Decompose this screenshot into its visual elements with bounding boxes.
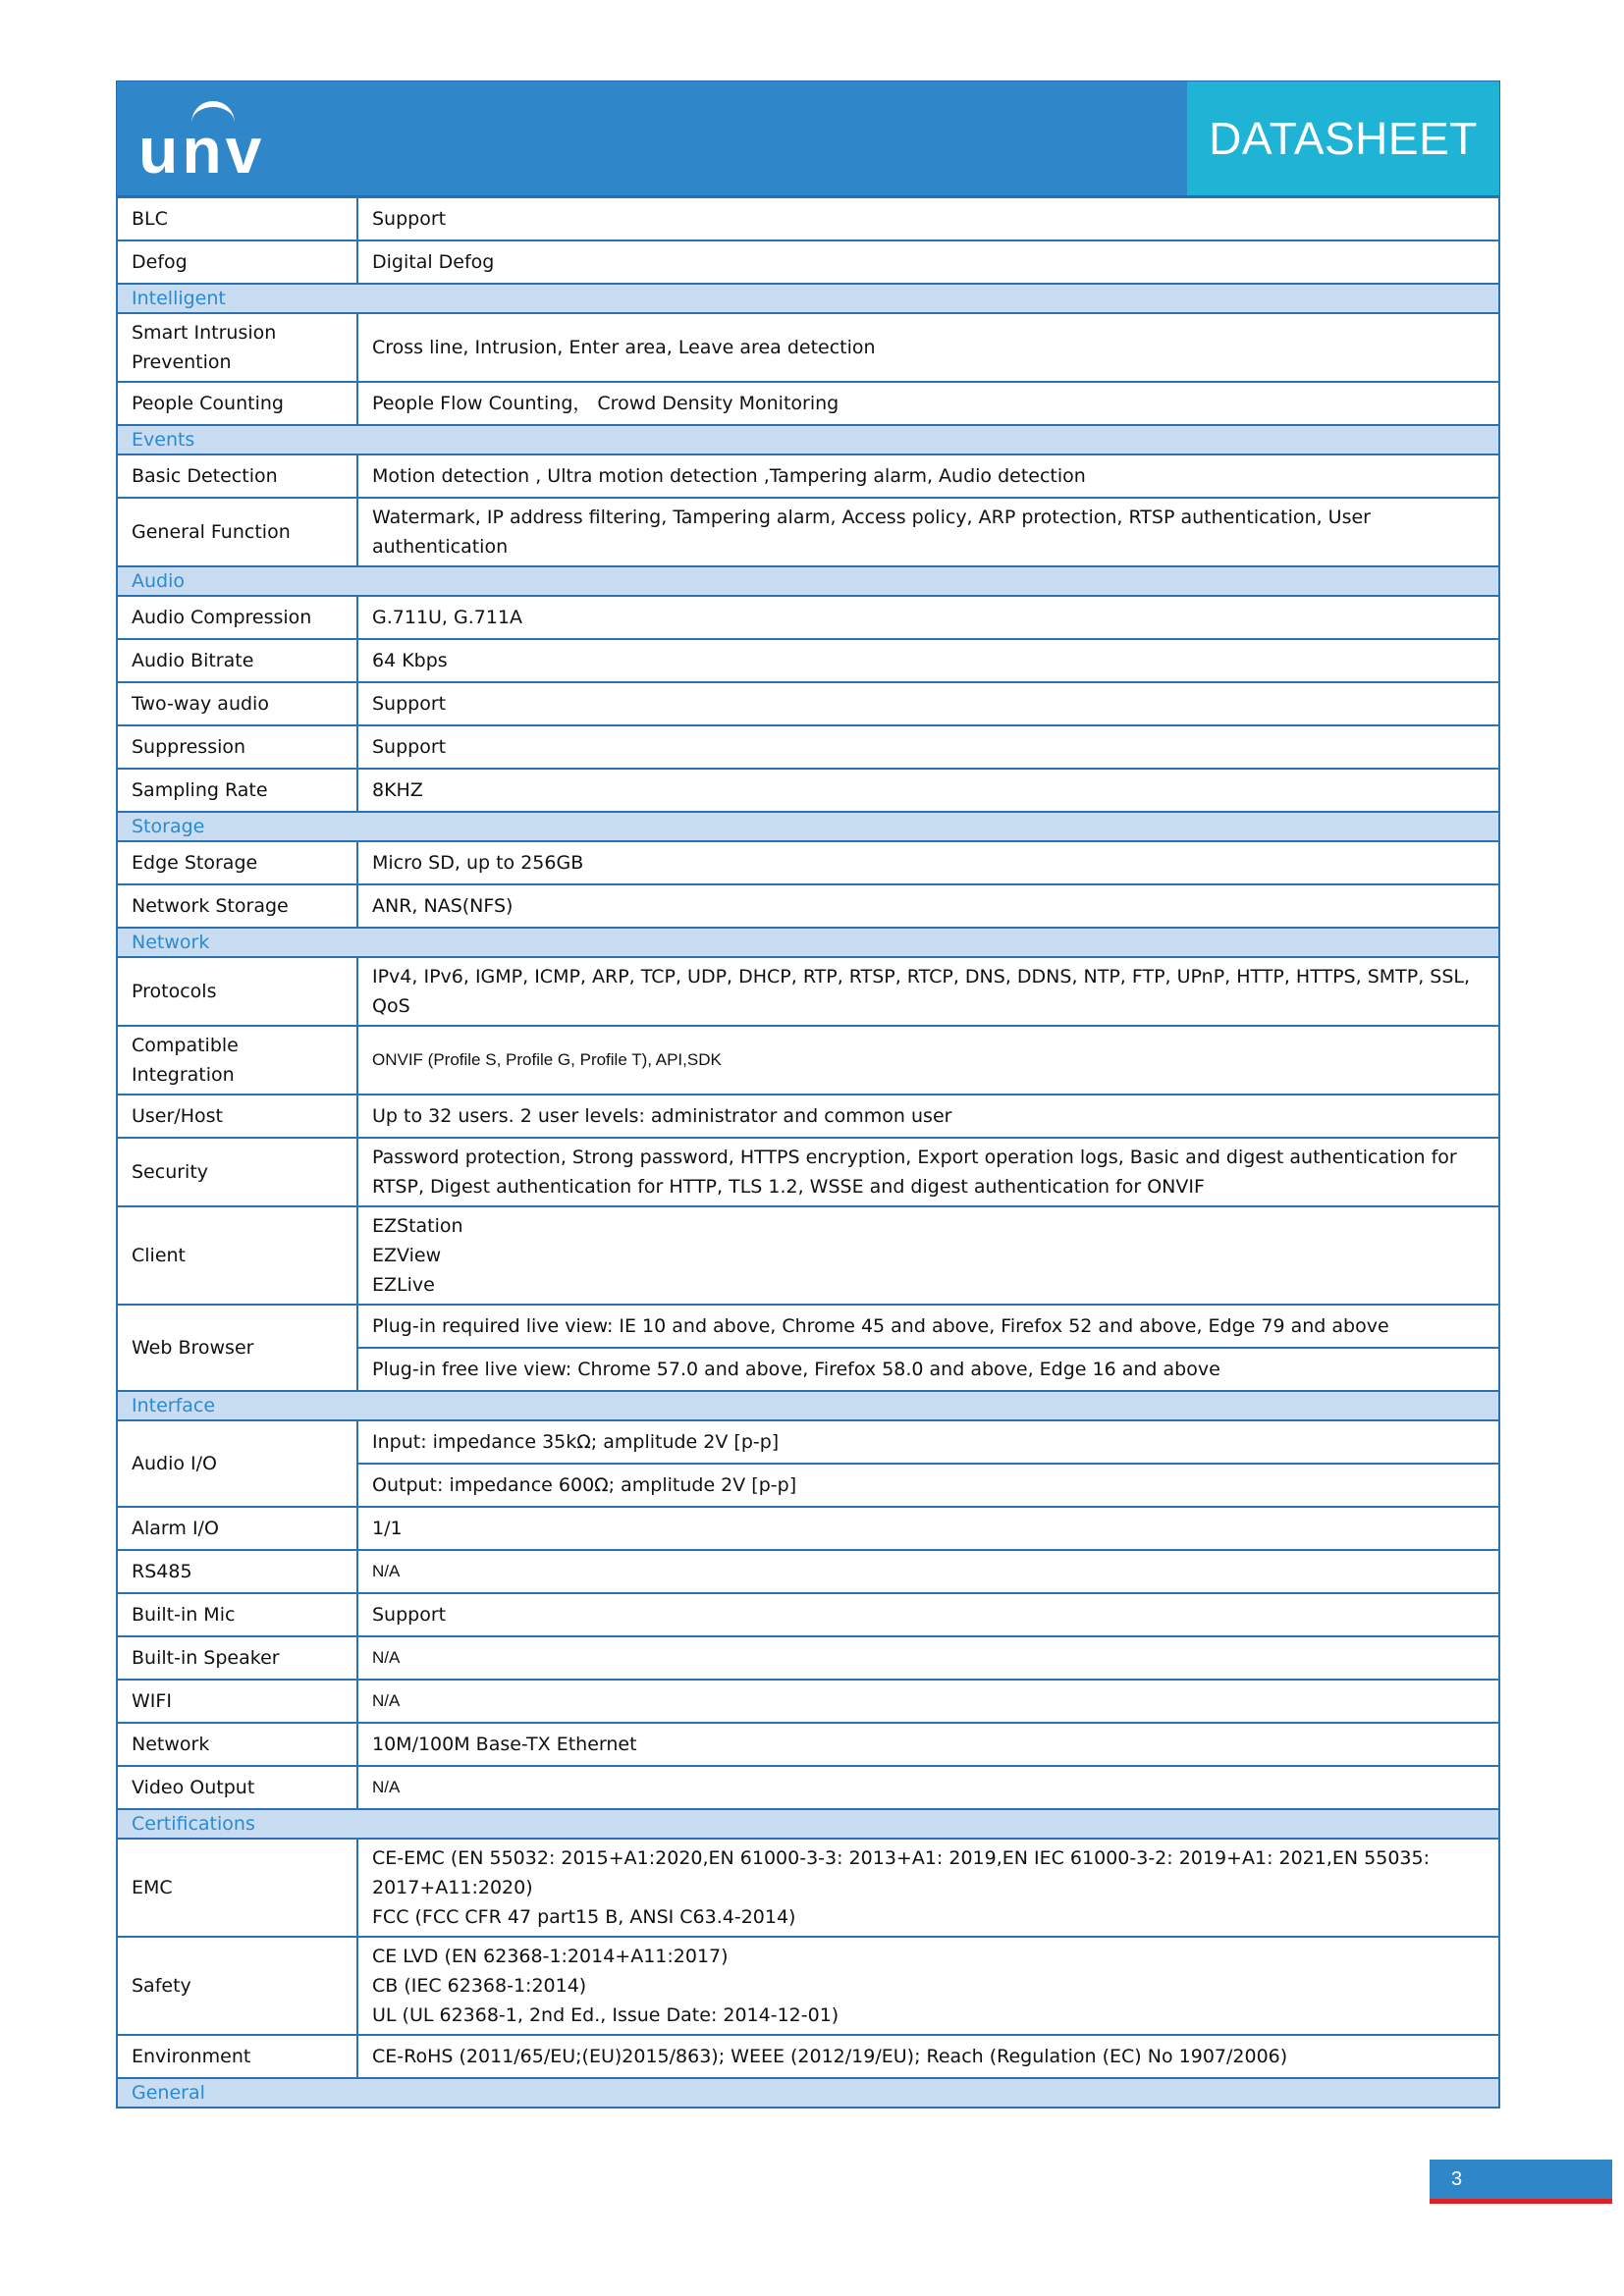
spec-value-line: CE LVD (EN 62368-1:2014+A11:2017) — [372, 1946, 729, 1967]
spec-row — [117, 1766, 1499, 1809]
spec-row — [117, 1839, 1499, 1937]
section-title: Storage — [117, 812, 1499, 841]
spec-label: Defog — [117, 240, 357, 284]
spec-label: Smart Intrusion Prevention — [117, 313, 357, 382]
spec-value: Support — [357, 682, 1499, 725]
spec-value: 1/1 — [357, 1507, 1499, 1550]
spec-row — [117, 1507, 1499, 1550]
spec-value-line: EZStation — [372, 1215, 463, 1237]
section-title: Audio — [117, 566, 1499, 596]
section-title: Network — [117, 928, 1499, 957]
spec-row — [117, 1593, 1499, 1636]
spec-label: BLC — [117, 197, 357, 240]
spec-value: N/A — [357, 1550, 1499, 1593]
spec-label: Network Storage — [117, 884, 357, 928]
section-title: Events — [117, 425, 1499, 454]
spec-value: CE-RoHS (2011/65/EU;(EU)2015/863); WEEE (2012/19/EU); Reach (Regulation (EC) No 1907/2006) — [357, 2035, 1499, 2078]
spec-row — [117, 884, 1499, 928]
section-header — [117, 812, 1499, 841]
spec-label: EMC — [117, 1839, 357, 1937]
spec-label: Audio Bitrate — [117, 639, 357, 682]
spec-label: Protocols — [117, 957, 357, 1026]
spec-row — [117, 197, 1499, 240]
spec-value: Cross line, Intrusion, Enter area, Leave area detection — [357, 313, 1499, 382]
spec-value: Output: impedance 600Ω; amplitude 2V [p-p] — [357, 1464, 1499, 1507]
spec-value: Support — [357, 1593, 1499, 1636]
spec-value: 64 Kbps — [357, 639, 1499, 682]
spec-label: Built-in Mic — [117, 1593, 357, 1636]
spec-label: Built-in Speaker — [117, 1636, 357, 1680]
spec-row — [117, 240, 1499, 284]
spec-value: Password protection, Strong password, HTTPS encryption, Export operation logs, Basic and digest authentication for RTSP, Digest authentication for HTTP, TLS 1.2, WSSE and digest authentication for ONVIF — [357, 1138, 1499, 1206]
spec-label: Edge Storage — [117, 841, 357, 884]
datasheet-title: DATASHEET — [1187, 81, 1499, 195]
section-title: Interface — [117, 1391, 1499, 1420]
spec-row — [117, 1206, 1499, 1305]
datasheet-header — [116, 80, 1500, 196]
section-header — [117, 284, 1499, 313]
spec-row — [117, 1420, 1499, 1464]
spec-row — [117, 639, 1499, 682]
spec-row — [117, 1723, 1499, 1766]
spec-row — [117, 1937, 1499, 2035]
spec-label: User/Host — [117, 1095, 357, 1138]
spec-value-line: UL (UL 62368-1, 2nd Ed., Issue Date: 2014-12-01) — [372, 2004, 839, 2026]
spec-label: Network — [117, 1723, 357, 1766]
spec-label: Audio Compression — [117, 596, 357, 639]
spec-row — [117, 1680, 1499, 1723]
spec-value — [357, 1937, 1499, 2035]
section-header — [117, 2078, 1499, 2108]
spec-label: General Function — [117, 498, 357, 566]
spec-value — [357, 1839, 1499, 1937]
section-title: General — [117, 2078, 1499, 2108]
page-number-underline — [1430, 2199, 1612, 2204]
spec-value: N/A — [357, 1766, 1499, 1809]
spec-row — [117, 682, 1499, 725]
spec-label: People Counting — [117, 382, 357, 425]
spec-label: Environment — [117, 2035, 357, 2078]
spec-value — [357, 1206, 1499, 1305]
spec-row — [117, 1305, 1499, 1348]
section-header — [117, 928, 1499, 957]
spec-value: N/A — [357, 1680, 1499, 1723]
spec-label: RS485 — [117, 1550, 357, 1593]
spec-value: Support — [357, 725, 1499, 769]
spec-value: Up to 32 users. 2 user levels: administrator and common user — [357, 1095, 1499, 1138]
spec-label: Security — [117, 1138, 357, 1206]
spec-value: Watermark, IP address filtering, Tampering alarm, Access policy, ARP protection, RTSP authentication, User authentication — [357, 498, 1499, 566]
spec-row — [117, 957, 1499, 1026]
spec-value: N/A — [357, 1636, 1499, 1680]
spec-row — [117, 1026, 1499, 1095]
spec-value: People Flow Counting， Crowd Density Monitoring — [357, 382, 1499, 425]
spec-value: Input: impedance 35kΩ; amplitude 2V [p-p] — [357, 1420, 1499, 1464]
spec-table — [116, 196, 1500, 2109]
spec-value-line: CB (IEC 62368-1:2014) — [372, 1975, 587, 1997]
spec-label: Audio I/O — [117, 1420, 357, 1507]
spec-row — [117, 725, 1499, 769]
spec-row — [117, 382, 1499, 425]
spec-value: ANR, NAS(NFS) — [357, 884, 1499, 928]
spec-value: Plug-in required live view: IE 10 and above, Chrome 45 and above, Firefox 52 and above, Edge 79 and above — [357, 1305, 1499, 1348]
section-header — [117, 425, 1499, 454]
spec-value: 10M/100M Base-TX Ethernet — [357, 1723, 1499, 1766]
section-title: Certifications — [117, 1809, 1499, 1839]
spec-value: G.711U, G.711A — [357, 596, 1499, 639]
spec-label: Alarm I/O — [117, 1507, 357, 1550]
spec-row — [117, 1138, 1499, 1206]
section-title: Intelligent — [117, 284, 1499, 313]
spec-value: Support — [357, 197, 1499, 240]
spec-row — [117, 1636, 1499, 1680]
spec-label: Web Browser — [117, 1305, 357, 1391]
spec-value: 8KHZ — [357, 769, 1499, 812]
page-number: 3 — [1430, 2160, 1612, 2199]
spec-value-line: EZLive — [372, 1274, 435, 1296]
spec-row — [117, 1550, 1499, 1593]
spec-row — [117, 313, 1499, 382]
spec-value-line: FCC (FCC CFR 47 part15 B, ANSI C63.4-2014) — [372, 1906, 796, 1928]
spec-label: Two-way audio — [117, 682, 357, 725]
spec-label: Compatible Integration — [117, 1026, 357, 1095]
spec-label: Sampling Rate — [117, 769, 357, 812]
spec-value-line: CE-EMC (EN 55032: 2015+A1:2020,EN 61000-3-3: 2013+A1: 2019,EN IEC 61000-3-2: 2019+A1: 2021,EN 55035: 2017+A11:2020) — [372, 1847, 1430, 1898]
section-header — [117, 566, 1499, 596]
spec-label: Basic Detection — [117, 454, 357, 498]
spec-row — [117, 596, 1499, 639]
spec-label: WIFI — [117, 1680, 357, 1723]
spec-value: IPv4, IPv6, IGMP, ICMP, ARP, TCP, UDP, DHCP, RTP, RTSP, RTCP, DNS, DDNS, NTP, FTP, UPnP, HTTP, HTTPS, SMTP, SSL, QoS — [357, 957, 1499, 1026]
spec-value-line: EZView — [372, 1245, 442, 1266]
spec-row — [117, 2035, 1499, 2078]
spec-row — [117, 454, 1499, 498]
spec-row — [117, 769, 1499, 812]
spec-label: Client — [117, 1206, 357, 1305]
section-header — [117, 1809, 1499, 1839]
spec-label: Suppression — [117, 725, 357, 769]
spec-row — [117, 841, 1499, 884]
unv-logo — [138, 101, 286, 187]
spec-label: Safety — [117, 1937, 357, 2035]
spec-row — [117, 1095, 1499, 1138]
section-header — [117, 1391, 1499, 1420]
logo-text: unv — [138, 114, 266, 187]
spec-label: Video Output — [117, 1766, 357, 1809]
spec-value: ONVIF (Profile S, Profile G, Profile T), API,SDK — [357, 1026, 1499, 1095]
spec-value: Micro SD, up to 256GB — [357, 841, 1499, 884]
spec-value: Plug-in free live view: Chrome 57.0 and above, Firefox 58.0 and above, Edge 16 and above — [357, 1348, 1499, 1391]
spec-row — [117, 498, 1499, 566]
spec-value: Digital Defog — [357, 240, 1499, 284]
spec-value: Motion detection , Ultra motion detection ,Tampering alarm, Audio detection — [357, 454, 1499, 498]
